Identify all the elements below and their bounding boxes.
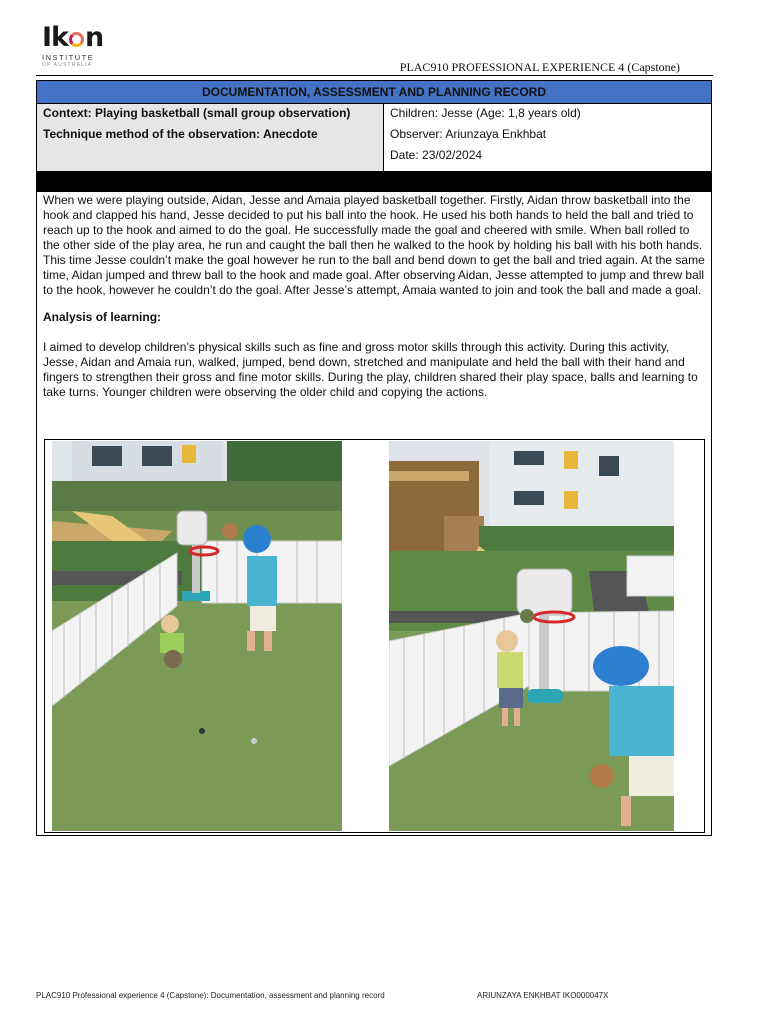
details-cell xyxy=(384,104,711,171)
logo-subtitle-small: OF AUSTRALIA xyxy=(42,62,93,68)
observation-text: When we were playing outside, Aidan, Jesse and Amaia played basketball together. Firstly, Aidan throw basketball into the hook and clapped his hand, Jesse decided to put his ball into the hook. He used his both hands to held the ball and tried to reach up to the hook and aimed to do the goal. He successfully made the goal and cheered with smile. When ball rolled to the other side of the play area, he run and caught the ball then he walked to the hook by holding his ball with his both hands. This time Jesse couldn’t make the goal however he run to the ball and bend down to get the ball and tried again. At the same time, Aidan jumped and threw ball to the hook and made goal. After observing Aidan, Jesse attempted to jump and threw ball to the hook, however he couldn’t do the goal. After Jesse’s attempt, Amaia wanted to join and took the ball and made a goal. xyxy=(43,193,705,297)
analysis-heading: Analysis of learning: xyxy=(43,310,162,324)
context-cell xyxy=(37,104,384,171)
children-text: Children: Jesse (Age: 1,8 years old) xyxy=(390,106,581,120)
separator-bar xyxy=(37,172,711,192)
date-text: Date: 23/02/2024 xyxy=(390,148,483,162)
context-row xyxy=(37,104,711,172)
observation-section xyxy=(37,192,711,400)
record-title: DOCUMENTATION, ASSESSMENT AND PLANNING RECORD xyxy=(37,81,711,104)
photo-playground-left xyxy=(52,441,342,831)
record-table xyxy=(36,80,712,836)
footer-right: ARIUNZAYA ENKHBAT IKO000047X xyxy=(477,991,609,1000)
photo-gallery xyxy=(44,439,705,833)
header-rule xyxy=(36,75,713,76)
observer-text: Observer: Ariunzaya Enkhbat xyxy=(390,127,547,141)
ikon-logo xyxy=(42,24,112,68)
course-header: PLAC910 PROFESSIONAL EXPERIENCE 4 (Capstone) xyxy=(399,60,680,74)
analysis-text: I aimed to develop children’s physical skills such as fine and gross motor skills through this activity. During this activity, Jesse, Aidan and Amaia run, walked, jumped, bend down, stretched and manipulate and held the ball with their hand and fingers to strengthen their gross and fine motor skills. During the play, children shared their play space, balls and learning to take turns. Younger children were observing the older child and copying the actions. xyxy=(43,340,698,399)
context-text: Context: Playing basketball (small group observation) xyxy=(43,106,351,120)
footer-left: PLAC910 Professional experience 4 (Capstone): Documentation, assessment and planning record xyxy=(36,991,385,1000)
logo-subtitle: INSTITUTE xyxy=(42,53,95,62)
logo-wordmark: Ik n xyxy=(42,22,104,53)
photo-playground-right xyxy=(389,441,674,831)
technique-text: Technique method of the observation: Anecdote xyxy=(43,127,318,141)
